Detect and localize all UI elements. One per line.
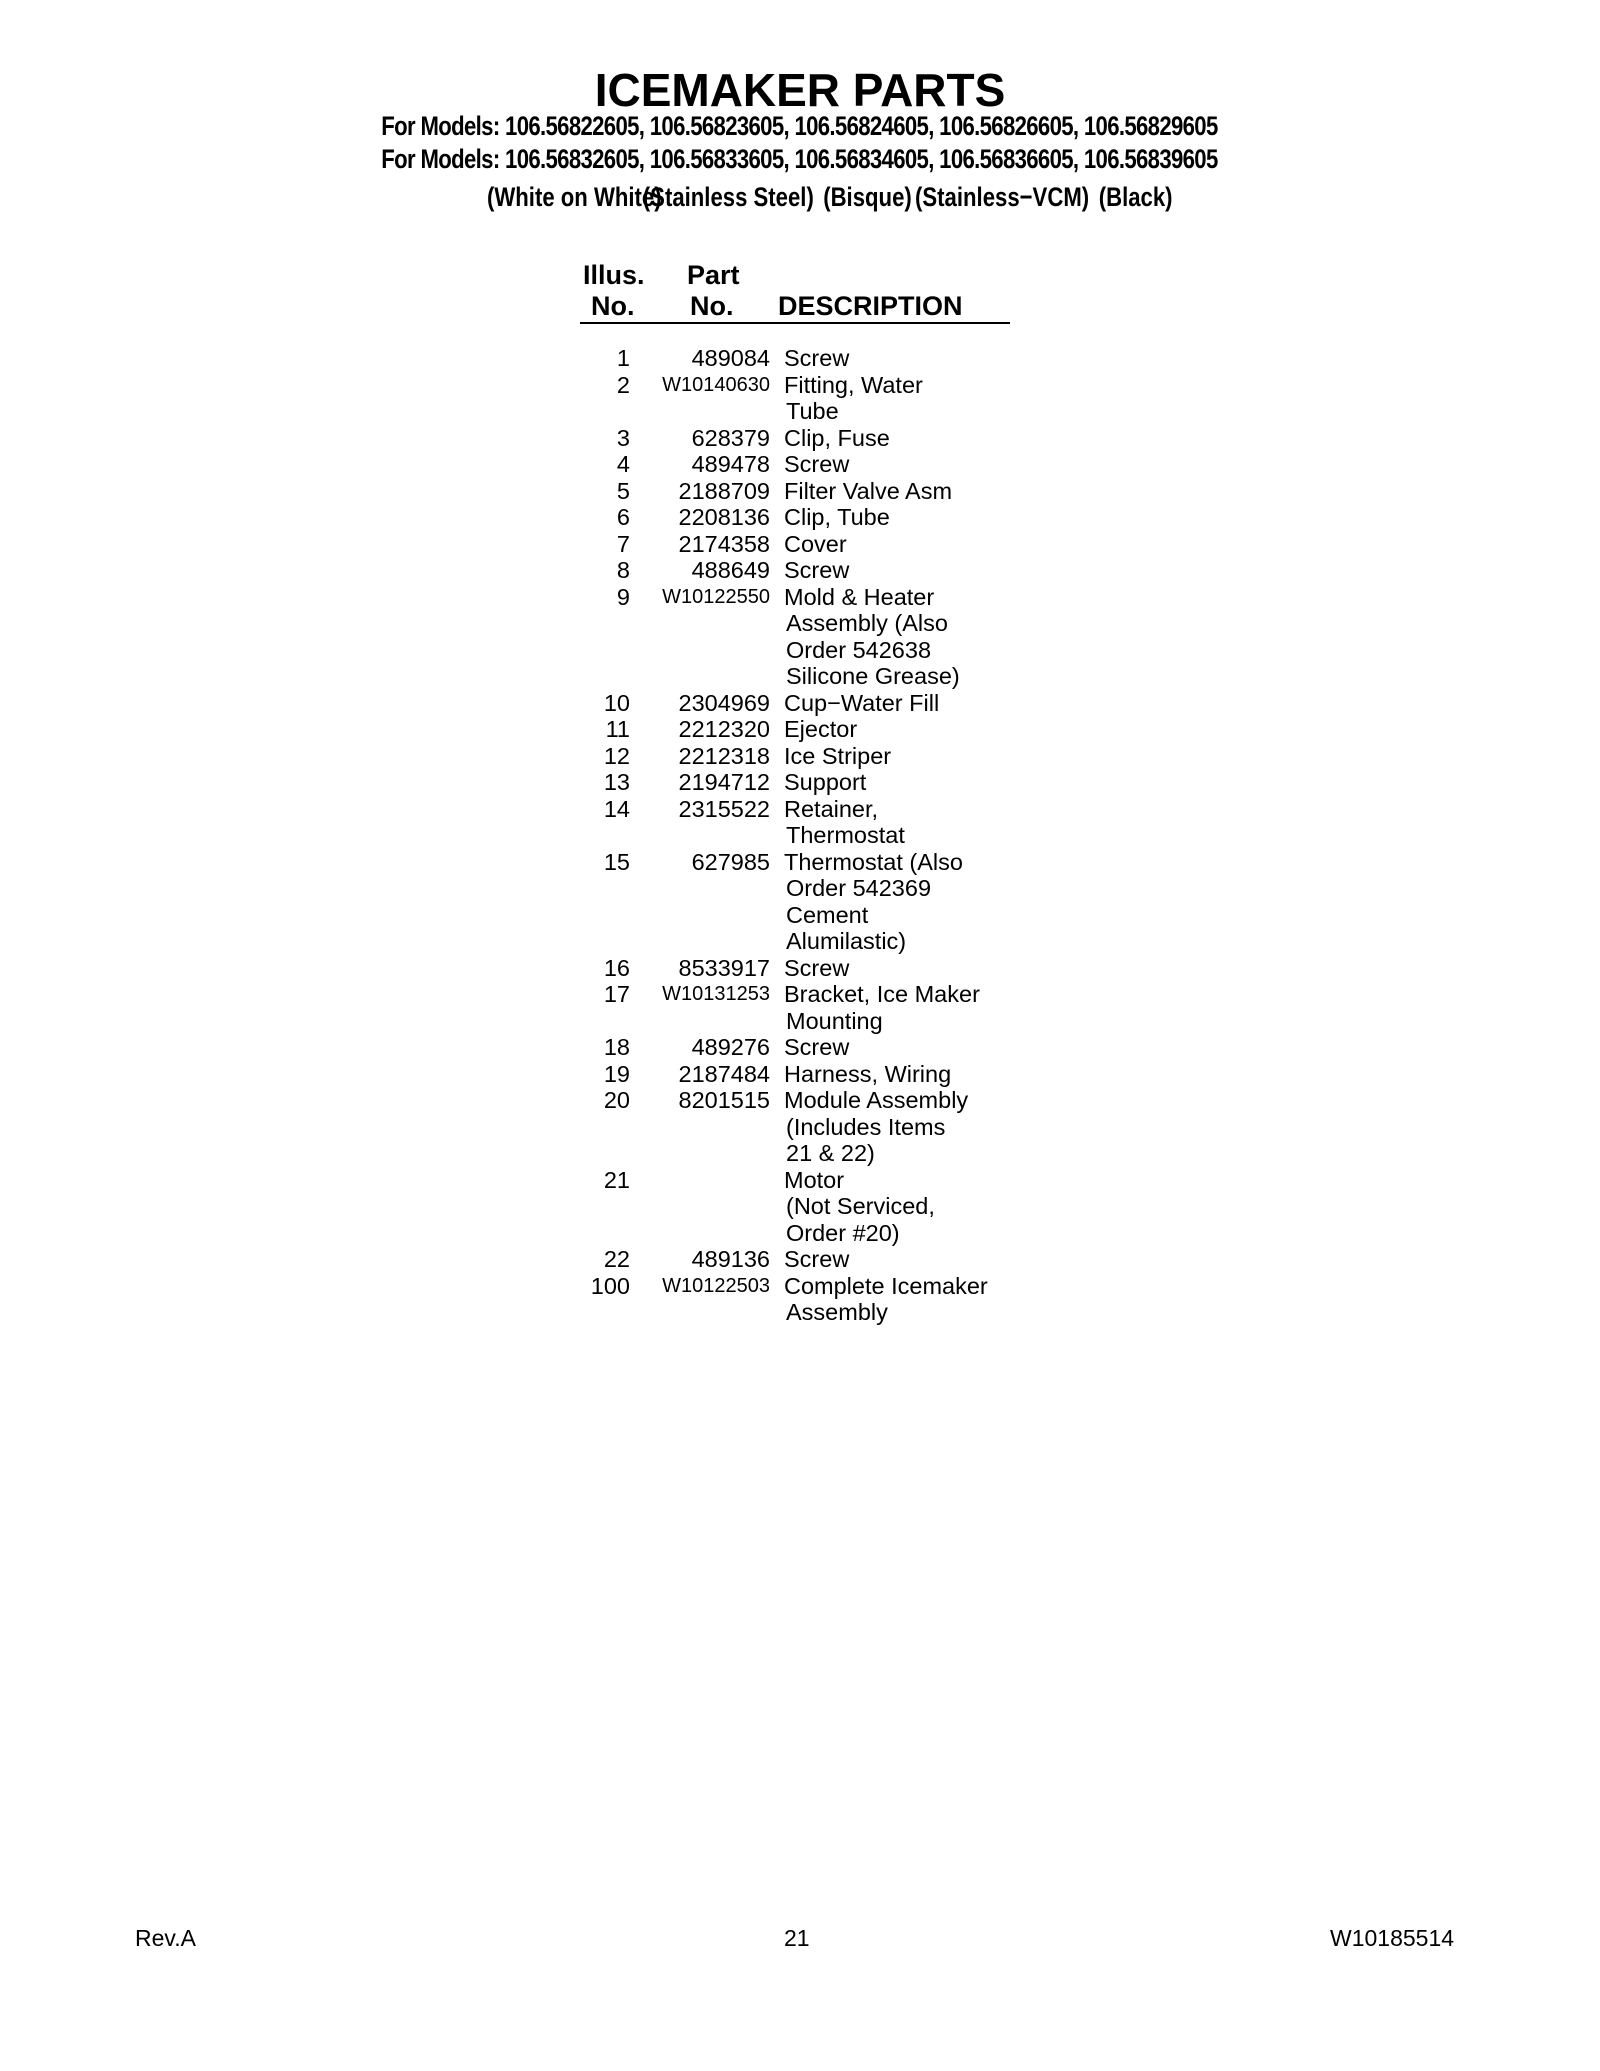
- part-description: [770, 1246, 1040, 1273]
- illus-number: 14: [603, 795, 630, 822]
- part-description: [770, 504, 1040, 531]
- header-part-bottom: No.: [690, 291, 734, 321]
- description-line: Clip, Tube: [784, 504, 890, 530]
- part-description: [770, 1273, 1040, 1326]
- description-line: Screw: [784, 954, 850, 981]
- part-row: [580, 584, 1040, 690]
- header-illus-bottom: No.: [591, 291, 635, 321]
- description-line: Motor: [784, 1166, 845, 1193]
- part-description: [770, 1061, 1040, 1088]
- models-line-2: For Models: 106.56832605, 106.56833605, 106.56834605, 106.56836605, 106.56839605: [381, 144, 1218, 174]
- description-line: Ejector: [784, 716, 858, 742]
- description-line: Harness, Wiring: [784, 1060, 952, 1087]
- description-line: Module Assembly: [784, 1087, 969, 1113]
- revision-label: Rev.A: [135, 1925, 196, 1951]
- illus-number: 100: [590, 1272, 630, 1299]
- finish-white-on-white: (White on White): [487, 182, 662, 212]
- finish-stainless-vcm: (Stainless−VCM): [915, 182, 1090, 212]
- part-number: 2315522: [678, 795, 770, 822]
- part-number: 2208136: [678, 504, 770, 530]
- description-line: Order 542638: [786, 636, 932, 663]
- illus-number: 17: [603, 981, 630, 1007]
- page-title: ICEMAKER PARTS: [594, 64, 1006, 116]
- header-description: DESCRIPTION: [778, 291, 963, 321]
- description-line: Screw: [784, 451, 850, 477]
- description-line: Order 542369: [786, 875, 932, 901]
- part-description: [770, 372, 1040, 425]
- part-number: 8533917: [678, 954, 770, 981]
- part-description: [770, 345, 1040, 372]
- header-illus-top: Illus.: [583, 260, 645, 290]
- illus-number: 12: [603, 742, 630, 769]
- header-part-top: Part: [687, 260, 740, 290]
- part-number: 488649: [691, 557, 770, 583]
- part-number: 2188709: [678, 477, 770, 504]
- illus-number: 11: [605, 716, 630, 742]
- illus-number: 2: [616, 371, 630, 398]
- part-number: W10122550: [662, 585, 770, 608]
- description-line: Thermostat: [786, 822, 905, 848]
- part-number: 2187484: [678, 1060, 770, 1087]
- illus-number: 19: [603, 1060, 630, 1087]
- part-number: 2304969: [678, 689, 770, 716]
- part-row: [580, 345, 1040, 372]
- part-description: [770, 557, 1040, 584]
- finish-list: [147, 181, 1459, 213]
- illus-number: 4: [616, 451, 630, 477]
- part-row: [580, 1167, 1040, 1247]
- part-description: [770, 1034, 1040, 1061]
- parts-list: [580, 345, 1040, 1326]
- description-line: Cement: [786, 901, 869, 928]
- part-row: [580, 769, 1040, 796]
- description-line: Order #20): [786, 1219, 900, 1246]
- header-rule: [580, 322, 1010, 324]
- illus-number: 21: [603, 1166, 630, 1193]
- description-line: Cover: [784, 530, 847, 557]
- part-description: [770, 849, 1040, 955]
- part-description: [770, 425, 1040, 452]
- page-number: 21: [784, 1925, 810, 1951]
- description-line: (Includes Items: [786, 1113, 946, 1140]
- part-description: [770, 478, 1040, 505]
- part-number: 628379: [691, 424, 770, 451]
- description-line: Retainer,: [784, 795, 879, 822]
- illus-number: 20: [603, 1087, 630, 1113]
- part-number: 2212318: [678, 742, 770, 769]
- part-number: 627985: [691, 848, 770, 875]
- illus-number: 9: [616, 583, 630, 610]
- part-row: [580, 743, 1040, 770]
- document-number: W10185514: [1330, 1925, 1455, 1951]
- part-row: [580, 716, 1040, 743]
- description-line: Alumilastic): [786, 928, 907, 954]
- description-line: Screw: [784, 557, 850, 583]
- part-number: W10140630: [662, 373, 770, 396]
- finish-black: (Black): [1098, 182, 1173, 212]
- part-number: 489478: [691, 451, 770, 477]
- description-line: Silicone Grease): [786, 663, 960, 689]
- part-description: [770, 584, 1040, 690]
- part-row: [580, 478, 1040, 505]
- part-description: [770, 1087, 1040, 1167]
- part-description: [770, 743, 1040, 770]
- description-line: Tube: [786, 398, 839, 424]
- part-number: 2174358: [678, 530, 770, 557]
- part-row: [580, 1273, 1040, 1326]
- part-number: 2194712: [678, 769, 770, 795]
- illus-number: 7: [616, 530, 630, 557]
- description-line: Thermostat (Also: [784, 848, 963, 875]
- illus-number: 3: [616, 424, 630, 451]
- description-line: 21 & 22): [786, 1140, 875, 1166]
- description-line: Assembly (Also: [786, 610, 948, 636]
- part-description: [770, 796, 1040, 849]
- illus-number: 10: [603, 689, 630, 716]
- illus-number: 22: [603, 1246, 630, 1272]
- part-number: 8201515: [678, 1087, 770, 1113]
- part-number: W10122503: [662, 1274, 770, 1297]
- part-number: [630, 1167, 770, 1247]
- illus-number: 6: [616, 504, 630, 530]
- illus-number: 15: [603, 848, 630, 875]
- part-description: [770, 769, 1040, 796]
- description-line: (Not Serviced,: [786, 1193, 935, 1219]
- part-number: 489136: [691, 1246, 770, 1272]
- part-row: [580, 531, 1040, 558]
- part-description: [770, 690, 1040, 717]
- part-row: [580, 451, 1040, 478]
- part-row: [580, 1087, 1040, 1167]
- illus-number: 5: [616, 477, 630, 504]
- part-row: [580, 955, 1040, 982]
- part-description: [770, 955, 1040, 982]
- description-line: Clip, Fuse: [784, 424, 890, 451]
- description-line: Mold & Heater: [784, 583, 935, 610]
- illus-number: 16: [603, 954, 630, 981]
- part-row: [580, 425, 1040, 452]
- part-number: 489084: [691, 345, 770, 371]
- description-line: Bracket, Ice Maker: [784, 981, 980, 1007]
- part-row: [580, 1034, 1040, 1061]
- description-line: Screw: [784, 1246, 850, 1272]
- description-line: Ice Striper: [784, 742, 892, 769]
- part-row: [580, 981, 1040, 1034]
- part-description: [770, 1167, 1040, 1247]
- part-row: [580, 557, 1040, 584]
- part-row: [580, 1061, 1040, 1088]
- description-line: Mounting: [786, 1007, 883, 1034]
- description-line: Complete Icemaker: [784, 1272, 988, 1299]
- part-description: [770, 981, 1040, 1034]
- illus-number: 8: [616, 557, 630, 583]
- part-number: 2212320: [678, 716, 770, 742]
- description-line: Fitting, Water: [784, 371, 923, 398]
- models-line-1: For Models: 106.56822605, 106.56823605, 106.56824605, 106.56826605, 106.56829605: [381, 111, 1218, 141]
- part-row: [580, 849, 1040, 955]
- part-row: [580, 796, 1040, 849]
- part-row: [580, 504, 1040, 531]
- description-line: Support: [784, 769, 867, 795]
- part-row: [580, 690, 1040, 717]
- part-number: W10131253: [662, 983, 770, 1005]
- illus-number: 18: [603, 1034, 630, 1060]
- description-line: Assembly: [786, 1299, 888, 1325]
- part-number: 489276: [691, 1034, 770, 1060]
- description-line: Screw: [784, 1034, 850, 1060]
- part-description: [770, 531, 1040, 558]
- finish-bisque: (Bisque): [823, 182, 912, 212]
- description-line: Cup−Water Fill: [784, 689, 940, 716]
- description-line: Filter Valve Asm: [784, 477, 953, 504]
- part-description: [770, 451, 1040, 478]
- illus-number: 13: [603, 769, 630, 795]
- illus-number: 1: [616, 345, 630, 371]
- part-row: [580, 372, 1040, 425]
- part-description: [770, 716, 1040, 743]
- part-row: [580, 1246, 1040, 1273]
- description-line: Screw: [784, 345, 850, 371]
- finish-stainless-steel: (Stainless Steel): [642, 182, 814, 212]
